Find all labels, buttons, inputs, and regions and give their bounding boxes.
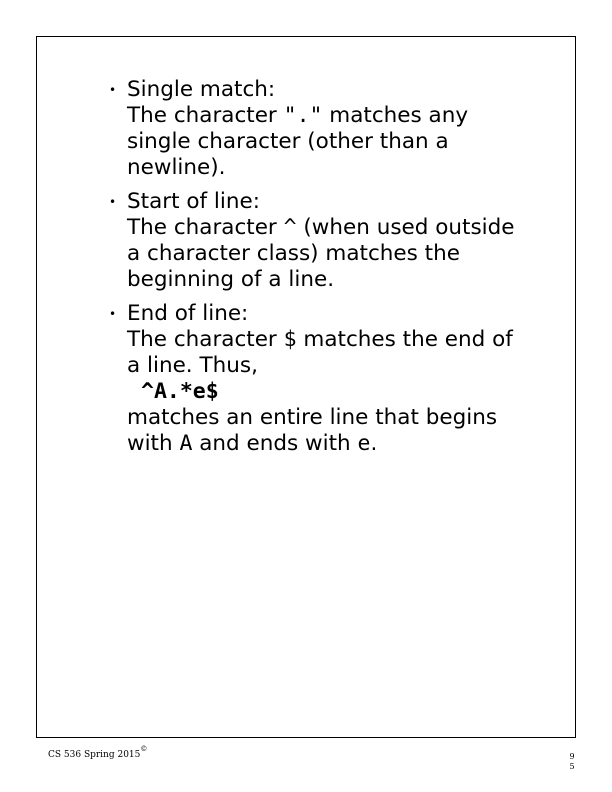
- regex-example: ^A.*e$: [141, 379, 219, 404]
- code-dot: ".": [283, 103, 323, 128]
- bullet-item-single-match: [109, 77, 567, 181]
- item-line: single character (other than a: [127, 129, 449, 154]
- code-caret: ^: [283, 215, 297, 240]
- bullet-item-start-of-line: [109, 189, 567, 293]
- slide-content: [109, 77, 567, 465]
- item-line: The character "." matches any: [127, 103, 469, 128]
- code-e: e: [357, 431, 371, 456]
- page-number: [566, 752, 578, 772]
- bullet-marker: •: [109, 195, 117, 209]
- item-line: The character $ matches the end of: [127, 327, 513, 352]
- bullet-marker: •: [109, 83, 117, 97]
- item-line: newline).: [127, 155, 226, 180]
- item-heading: End of line:: [127, 301, 249, 326]
- footer-course-text: CS 536 Spring 2015: [48, 750, 141, 760]
- footer-course: [48, 745, 147, 760]
- item-line: with A and ends with e.: [127, 431, 378, 456]
- copyright-symbol: ©: [140, 745, 148, 753]
- item-line: a line. Thus,: [127, 353, 258, 378]
- page-number-digit: 9: [569, 752, 575, 761]
- code-dollar: $: [283, 327, 297, 352]
- item-line: beginning of a line.: [127, 267, 335, 292]
- item-heading: Start of line:: [127, 189, 260, 214]
- item-line: matches an entire line that begins: [127, 405, 498, 430]
- bullet-item-end-of-line: [109, 301, 567, 457]
- bullet-marker: •: [109, 307, 117, 321]
- item-line: a character class) matches the: [127, 241, 460, 266]
- page-number-digit: 5: [569, 762, 575, 771]
- item-heading: Single match:: [127, 77, 276, 102]
- item-line: The character ^ (when used outside: [127, 215, 515, 240]
- code-A: A: [179, 431, 193, 456]
